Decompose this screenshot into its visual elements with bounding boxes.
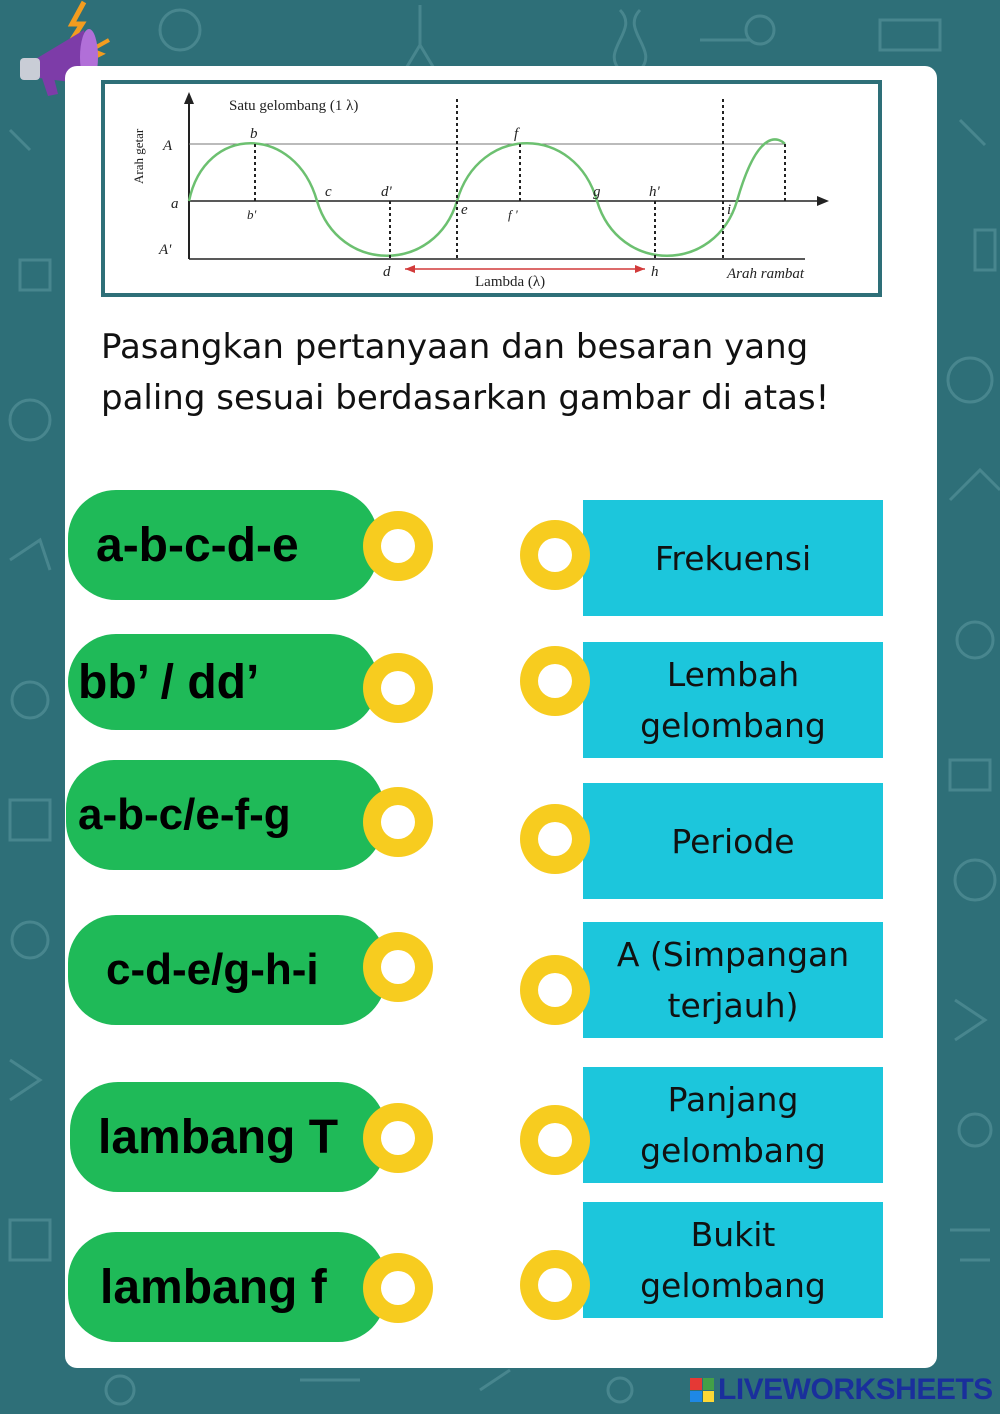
answer-connector-dot-1[interactable] (520, 520, 590, 590)
answer-box-1[interactable] (583, 500, 883, 616)
answer-label: Bukit gelombang (640, 1215, 826, 1305)
instruction-text: Pasangkan pertanyaan dan besaran yang paling sesuai berdasarkan gambar di atas! (101, 327, 830, 418)
question-connector-dot-5[interactable] (363, 1103, 433, 1173)
point-c: c (325, 184, 332, 200)
question-pill-6[interactable] (68, 1232, 386, 1342)
point-h: h (651, 264, 659, 280)
question-pill-4[interactable] (68, 915, 386, 1025)
answer-box-5[interactable] (583, 1067, 883, 1183)
answer-box-6[interactable] (583, 1202, 883, 1318)
answer-label: Periode (671, 821, 795, 861)
question-pill-5[interactable] (70, 1082, 386, 1192)
label-satu-gelombang: Satu gelombang (1 λ) (229, 98, 359, 114)
answer-connector-dot-3[interactable] (520, 804, 590, 874)
point-d-prime: d' (381, 184, 392, 200)
answer-connector-dot-5[interactable] (520, 1105, 590, 1175)
answer-box-4[interactable] (583, 922, 883, 1038)
question-connector-dot-3[interactable] (363, 787, 433, 857)
point-f-prime: f ' (508, 207, 518, 222)
point-i: i (727, 202, 732, 218)
question-pill-1[interactable] (68, 490, 378, 600)
label-arah-rambat: Arah rambat (727, 266, 805, 282)
answer-label: Lembah gelombang (640, 655, 826, 745)
label-A-prime: A' (159, 242, 172, 258)
answer-connector-dot-6[interactable] (520, 1250, 590, 1320)
wave-diagram-svg (105, 84, 878, 293)
question-connector-dot-1[interactable] (363, 511, 433, 581)
answer-box-3[interactable] (583, 783, 883, 899)
answer-label: A (Simpangan terjauh) (616, 935, 850, 1025)
question-label: lambang f (100, 1260, 327, 1314)
point-e: e (461, 202, 468, 218)
label-arah-getar: Arah getar (131, 128, 146, 184)
point-g: g (593, 184, 601, 200)
question-label: a-b-c/e-f-g (78, 790, 291, 839)
wave-diagram (101, 80, 882, 297)
question-connector-dot-6[interactable] (363, 1253, 433, 1323)
liveworksheets-logo[interactable] (690, 1374, 993, 1406)
label-A: A (163, 138, 173, 154)
answer-connector-dot-2[interactable] (520, 646, 590, 716)
point-b: b (250, 126, 258, 142)
question-label: c-d-e/g-h-i (106, 945, 319, 994)
question-connector-dot-4[interactable] (363, 932, 433, 1002)
question-label: a-b-c-d-e (96, 518, 299, 572)
point-h-prime: h' (649, 184, 660, 200)
question-label: bb’ / dd’ (78, 655, 260, 709)
cube-icon (690, 1378, 714, 1402)
point-d: d (383, 264, 391, 280)
answer-box-2[interactable] (583, 642, 883, 758)
question-pill-2[interactable] (68, 634, 378, 730)
label-a: a (171, 196, 179, 212)
point-b-prime: b' (247, 207, 257, 222)
answer-label: Frekuensi (654, 538, 812, 578)
logo-text: LIVEWORKSHEETS (718, 1373, 993, 1406)
question-label: lambang T (98, 1110, 339, 1164)
question-pill-3[interactable] (66, 760, 384, 870)
answer-label: Panjang gelombang (640, 1080, 826, 1170)
label-lambda: Lambda (λ) (475, 274, 546, 290)
point-f: f (514, 126, 519, 142)
answer-connector-dot-4[interactable] (520, 955, 590, 1025)
question-connector-dot-2[interactable] (363, 653, 433, 723)
